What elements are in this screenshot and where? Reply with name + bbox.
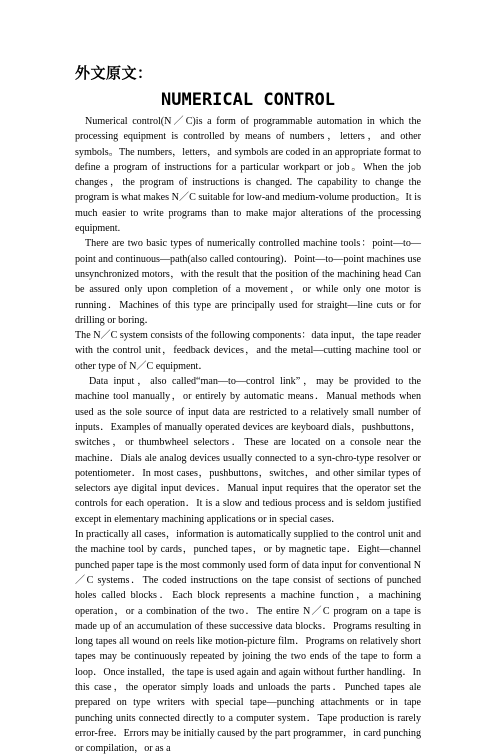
paragraph-1: Numerical control(N／C)is a form of programmable automation in which the processing equipment is controlled by means of numbers，letters，and other symbols。The numbers，letters，and symbols are coded in an appropriate format to define a program of instructions for a particular workpart or job。When the job changes，the program of instructions is changed. The capability to change the program is what makes N／C suitable for low-and medium-volume production。It is much easier to write programs than to make major alterations of the processing equipment. [75, 116, 421, 235]
paragraph-3: The N／C system consists of the following components：data input，the tape reader with the control unit，feedback devices，and the metal—cutting machine tool or other type of N／C equipment． [75, 330, 421, 372]
paragraph-2: There are two basic types of numerically controlled machine tools：point—to—point and continuous—path(also called contouring)．Point—to—point machines use unsynchronized motors，with the result that the position of the machining head Can be assured only upon completion of a movement，or while only one motor is running．Machines of this type are principally used for straight—line cuts or for drilling or boring． [75, 238, 421, 326]
body-text [75, 114, 421, 756]
section-heading: 外文原文： [75, 64, 153, 82]
document-title: NUMERICAL CONTROL [161, 90, 335, 110]
paragraph-5: In practically all cases，information is automatically supplied to the control unit and the machine tool by cards，punched tapes，or by magnetic tape．Eight—channel punched paper tape is the most commonly used form of data input for conventional N／C systems．The coded instructions on the tape consist of sections of punched holes called blocks．Each block represents a machine function，a machining operation，or a combination of the two．The entire N／C program on a tape is made up of an accumulation of these successive data blocks．Programs resulting in long tapes all wound on reels like motion-picture film．Programs on relatively short tapes may be continuously repeated by joining the two ends of the tape to form a loop．Once installed，the tape is used again and again without further handling．In this case，the operator simply loads and unloads the parts．Punched tapes ale prepared on type writers with special tape—punching attachments or in tape punching units connected directly to a computer system．Tape production is rarely error-free．Errors may be initially caused by the part programmer，in card punching or compilation，or as a [75, 529, 421, 755]
paragraph-4: Data input，also called“man—to—control link”，may be provided to the machine tool manually，or entirely by automatic means．Manual methods when used as the sole source of input data are restricted to a relatively small number of inputs．Examples of manually operated devices are keyboard dials，pushbuttons，switches，or thumbwheel selectors．These are located on a console near the machine．Dials ale analog devices usually connected to a syn-chro-type resolver or potentiometer．In most cases，pushbuttons，switches，and other similar types of selectors aye digital input devices．Manual input requires that the operator set the controls for each operation．It is a slow and tedious process and is seldom justified except in elementary machining applications or in special cases． [75, 376, 421, 525]
